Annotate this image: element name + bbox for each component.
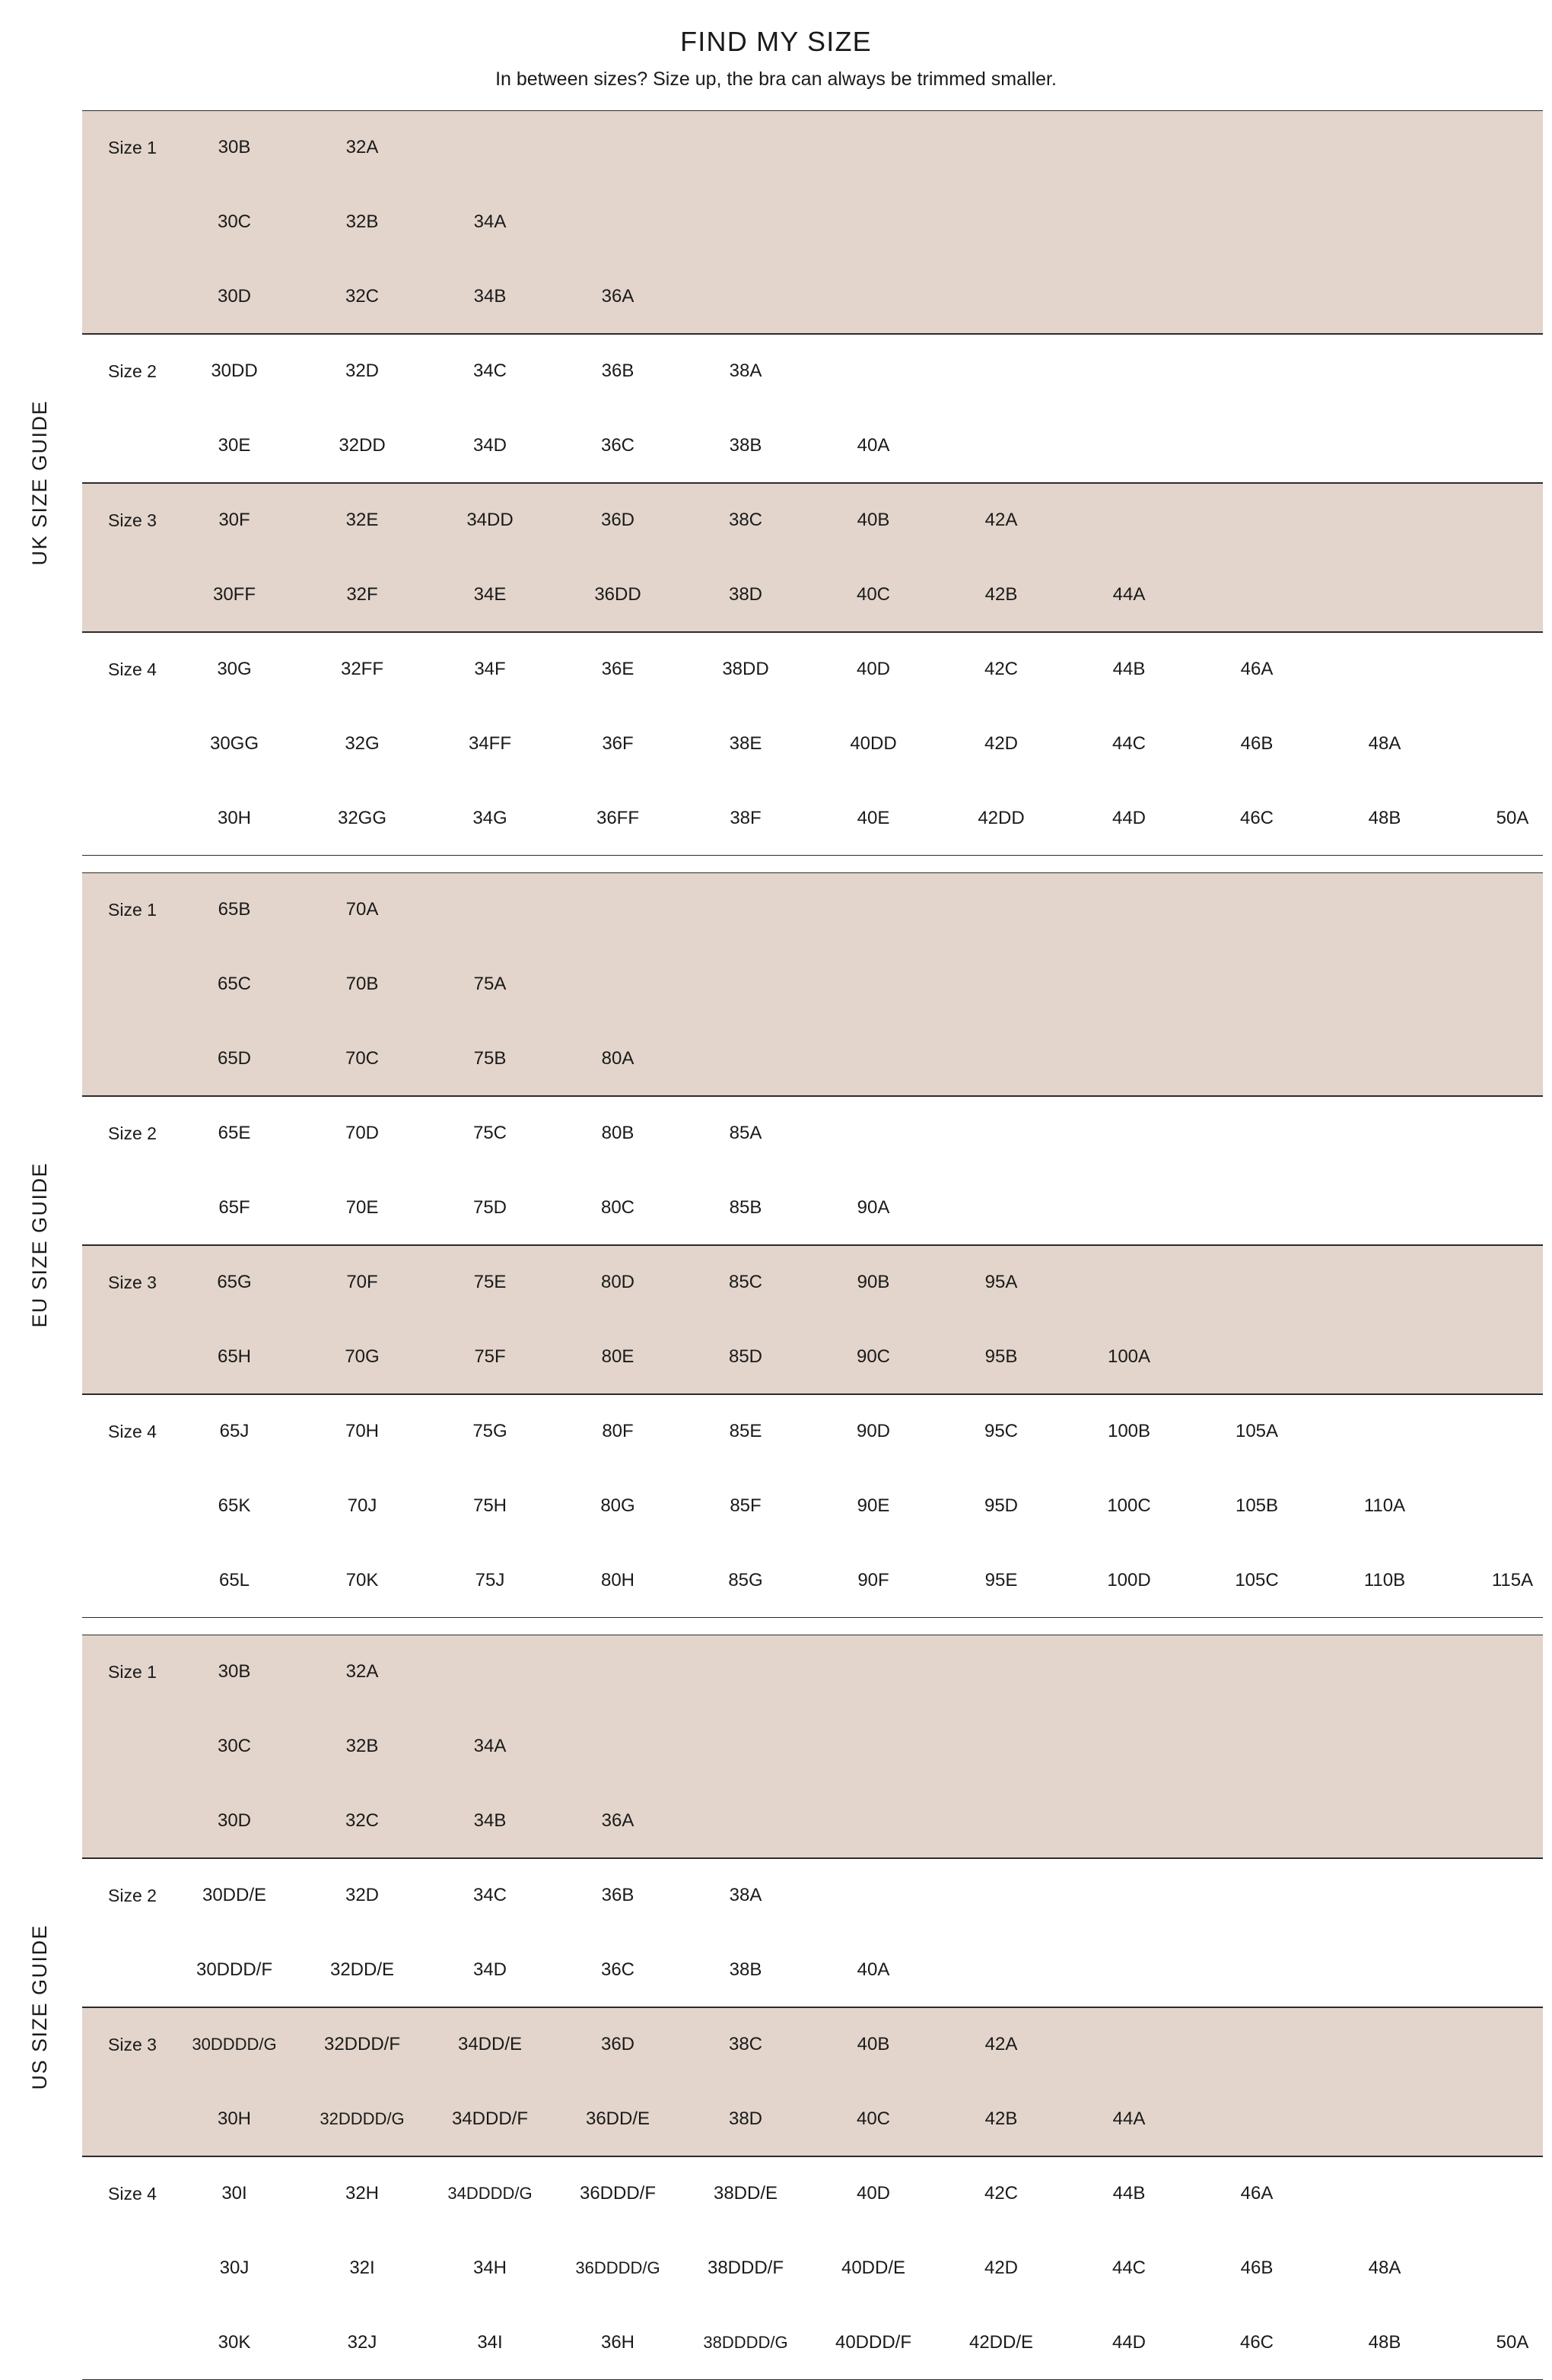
page-header	[0, 0, 1552, 91]
size-cell: 38D	[728, 584, 763, 605]
size-cell: 40A	[857, 1959, 890, 1980]
table-row	[82, 1635, 1543, 1709]
size-cell: 38B	[729, 1959, 762, 1980]
table-row	[82, 1933, 1543, 2007]
size-cell: 48A	[1368, 733, 1401, 754]
size-cell: 70D	[345, 1123, 380, 1143]
size-block	[82, 2007, 1543, 2156]
size-cell: 30I	[221, 2183, 247, 2204]
size-cell: 32FF	[340, 659, 383, 679]
size-cell: 38B	[729, 435, 762, 456]
table-row	[82, 781, 1543, 856]
divider-line	[82, 1858, 1543, 1859]
size-cell: 80G	[600, 1495, 635, 1516]
table-row	[82, 558, 1543, 632]
size-cell: 105C	[1235, 1570, 1279, 1590]
size-cell: 42DD/E	[968, 2332, 1034, 2353]
size-cell: 65F	[218, 1197, 250, 1218]
size-cell: 30GG	[209, 733, 259, 754]
size-cell: 34I	[477, 2332, 503, 2353]
size-block	[82, 483, 1543, 632]
size-cell: 34H	[472, 2258, 507, 2278]
size-cell: 30DD	[211, 361, 258, 381]
table-row	[82, 1394, 1543, 1469]
size-tier-label: Size 2	[108, 1123, 157, 1143]
size-cell: 32H	[345, 2183, 380, 2204]
divider-line	[82, 1394, 1543, 1395]
size-cell: 30DD/E	[202, 1885, 267, 1905]
size-cell: 90D	[856, 1421, 891, 1441]
size-cell: 70K	[345, 1570, 379, 1590]
size-cell: 70A	[345, 899, 379, 920]
size-guide-label	[3, 1635, 76, 2380]
size-cell: 40DD	[850, 733, 897, 754]
size-cell: 34E	[473, 584, 507, 605]
size-cell: 34DD/E	[457, 2034, 523, 2054]
size-cell: 36C	[600, 1959, 635, 1980]
size-cell: 40E	[857, 808, 890, 828]
size-guide-section	[27, 1635, 1543, 2380]
size-cell: 44C	[1112, 2258, 1147, 2278]
size-cell: 75A	[473, 974, 507, 994]
size-cell: 100A	[1107, 1346, 1151, 1367]
size-cell: 44A	[1112, 584, 1146, 605]
size-cell: 36B	[601, 1885, 634, 1905]
table-row	[82, 2082, 1543, 2156]
size-cell: 30H	[217, 808, 252, 828]
size-cell: 36E	[601, 659, 634, 679]
table-row	[82, 1858, 1543, 1933]
size-cell: 44B	[1112, 659, 1146, 679]
size-cell: 30F	[218, 510, 250, 530]
size-cell: 65D	[217, 1048, 252, 1069]
table-row	[82, 2305, 1543, 2380]
size-cell: 115A	[1491, 1570, 1534, 1590]
size-cell: 36D	[600, 2034, 635, 2054]
size-guide-label	[3, 110, 76, 856]
size-cell: 42B	[984, 2108, 1018, 2129]
size-cell: 85C	[728, 1272, 763, 1292]
divider-line	[82, 872, 1543, 873]
table-row	[82, 334, 1543, 408]
table-row	[82, 1245, 1543, 1320]
size-cell: 40C	[856, 584, 891, 605]
size-cell: 30D	[217, 1810, 252, 1831]
size-cell: 95C	[984, 1421, 1019, 1441]
size-block	[82, 1245, 1543, 1394]
table-row	[82, 408, 1543, 483]
table-row	[82, 185, 1543, 259]
divider-line	[82, 110, 1543, 111]
size-cell: 75H	[472, 1495, 507, 1516]
size-cell: 32DDD/F	[323, 2034, 401, 2054]
size-cell: 32B	[345, 211, 379, 232]
size-cell: 70H	[345, 1421, 380, 1441]
size-cell: 36D	[600, 510, 635, 530]
size-tier-label: Size 4	[108, 2183, 157, 2204]
size-cell: 44D	[1112, 2332, 1147, 2353]
size-cell: 65G	[217, 1272, 252, 1292]
divider-line	[82, 632, 1543, 633]
size-cell: 85F	[730, 1495, 762, 1516]
size-cell: 80C	[600, 1197, 635, 1218]
divider-line	[82, 334, 1543, 335]
size-cell: 30E	[218, 435, 251, 456]
size-cell: 65H	[217, 1346, 252, 1367]
size-cell: 80H	[600, 1570, 635, 1590]
divider-line	[82, 1245, 1543, 1246]
size-cell: 36DD	[594, 584, 641, 605]
size-cell: 75F	[474, 1346, 506, 1367]
size-tier-label: Size 4	[108, 1421, 157, 1441]
size-cell: 32B	[345, 1736, 379, 1756]
size-tier-label: Size 3	[108, 510, 157, 530]
size-tier-label: Size 1	[108, 1661, 157, 1682]
size-cell: 32I	[349, 2258, 375, 2278]
size-cell: 46C	[1239, 808, 1274, 828]
size-cell: 30DDD/F	[196, 1959, 273, 1980]
size-block	[82, 1635, 1543, 1858]
size-cell: 110A	[1363, 1495, 1406, 1516]
table-row	[82, 1096, 1543, 1171]
size-cell: 50A	[1496, 2332, 1529, 2353]
table-row	[82, 259, 1543, 334]
size-block	[82, 1096, 1543, 1245]
table-row	[82, 1469, 1543, 1543]
table-row	[82, 2156, 1543, 2231]
size-cell: 75C	[472, 1123, 507, 1143]
size-cell: 34B	[473, 286, 507, 307]
size-cell: 36A	[601, 1810, 634, 1831]
size-cell: 34FF	[468, 733, 511, 754]
size-cell: 100C	[1107, 1495, 1151, 1516]
size-cell: 95D	[984, 1495, 1019, 1516]
size-cell: 34DDD/F	[451, 2108, 529, 2129]
size-cell: 85B	[729, 1197, 762, 1218]
table-row	[82, 483, 1543, 558]
size-cell: 32GG	[337, 808, 387, 828]
size-cell: 38C	[728, 2034, 763, 2054]
size-cell: 32C	[345, 286, 380, 307]
size-cell: 38DDDD/G	[703, 2333, 788, 2352]
size-cell: 38A	[729, 361, 762, 381]
size-cell: 30FF	[212, 584, 256, 605]
size-cell: 80E	[601, 1346, 634, 1367]
size-tier-label: Size 3	[108, 2034, 157, 2054]
table-row	[82, 707, 1543, 781]
size-cell: 48A	[1368, 2258, 1401, 2278]
size-cell: 32G	[345, 733, 380, 754]
size-cell: 90B	[857, 1272, 890, 1292]
size-cell: 46B	[1240, 2258, 1274, 2278]
size-cell: 65J	[219, 1421, 250, 1441]
table-row	[82, 632, 1543, 707]
size-cell: 38A	[729, 1885, 762, 1905]
size-cell: 70F	[346, 1272, 378, 1292]
size-cell: 34A	[473, 211, 507, 232]
size-guides	[0, 110, 1552, 2380]
size-cell: 42D	[984, 2258, 1019, 2278]
size-tier-label: Size 1	[108, 899, 157, 920]
size-cell: 75J	[475, 1570, 505, 1590]
size-cell: 36DDD/F	[579, 2183, 657, 2204]
size-cell: 48B	[1368, 808, 1401, 828]
size-cell: 48B	[1368, 2332, 1401, 2353]
size-cell: 30J	[219, 2258, 250, 2278]
size-cell: 34A	[473, 1736, 507, 1756]
size-cell: 40A	[857, 435, 890, 456]
size-cell: 46C	[1239, 2332, 1274, 2353]
size-cell: 90A	[857, 1197, 890, 1218]
size-cell: 36H	[600, 2332, 635, 2353]
size-cell: 75E	[473, 1272, 507, 1292]
size-cell: 100B	[1107, 1421, 1151, 1441]
table-row	[82, 1022, 1543, 1096]
size-cell: 38DD	[722, 659, 769, 679]
size-cell: 46A	[1240, 2183, 1274, 2204]
size-cell: 30DDDD/G	[192, 2035, 277, 2054]
size-cell: 42B	[984, 584, 1018, 605]
size-block	[82, 1858, 1543, 2007]
size-guide-label-text: EU SIZE GUIDE	[27, 1162, 51, 1328]
size-cell: 44D	[1112, 808, 1147, 828]
size-tier-label: Size 1	[108, 137, 157, 157]
size-cell: 40D	[856, 2183, 891, 2204]
size-cell: 38E	[729, 733, 762, 754]
size-cell: 42C	[984, 2183, 1019, 2204]
size-block	[82, 1394, 1543, 1618]
size-cell: 80B	[601, 1123, 634, 1143]
size-cell: 85A	[729, 1123, 762, 1143]
size-cell: 34G	[472, 808, 507, 828]
divider-line	[82, 1096, 1543, 1097]
size-cell: 42C	[984, 659, 1019, 679]
size-cell: 40B	[857, 510, 890, 530]
size-cell: 80F	[602, 1421, 634, 1441]
size-cell: 75B	[473, 1048, 507, 1069]
size-cell: 34DDDD/G	[447, 2184, 533, 2203]
size-cell: 32D	[345, 1885, 380, 1905]
size-cell: 85D	[728, 1346, 763, 1367]
size-cell: 42A	[984, 2034, 1018, 2054]
size-cell: 32C	[345, 1810, 380, 1831]
divider-line	[82, 483, 1543, 484]
size-cell: 95E	[984, 1570, 1018, 1590]
size-cell: 34D	[472, 1959, 507, 1980]
size-cell: 36A	[601, 286, 634, 307]
size-cell: 40B	[857, 2034, 890, 2054]
size-cell: 42DD	[978, 808, 1025, 828]
page-subtitle: In between sizes? Size up, the bra can always be trimmed smaller.	[495, 68, 1057, 90]
size-cell: 70G	[345, 1346, 380, 1367]
divider-line	[82, 855, 1543, 856]
size-cell: 30D	[217, 286, 252, 307]
table-row	[82, 2231, 1543, 2305]
size-cell: 90C	[856, 1346, 891, 1367]
table-row	[82, 947, 1543, 1022]
size-cell: 36DD/E	[585, 2108, 650, 2129]
size-guide-section	[27, 872, 1543, 1618]
size-cell: 30B	[218, 137, 251, 157]
table-row	[82, 1320, 1543, 1394]
size-cell: 36B	[601, 361, 634, 381]
size-cell: 70E	[345, 1197, 379, 1218]
size-cell: 36DDDD/G	[575, 2258, 660, 2277]
size-cell: 70C	[345, 1048, 380, 1069]
size-cell: 75G	[472, 1421, 507, 1441]
size-cell: 46A	[1240, 659, 1274, 679]
size-cell: 65B	[218, 899, 251, 920]
size-cell: 34D	[472, 435, 507, 456]
size-cell: 40DD/E	[841, 2258, 906, 2278]
size-cell: 70J	[347, 1495, 377, 1516]
size-cell: 40DDD/F	[835, 2332, 912, 2353]
size-cell: 38DD/E	[713, 2183, 778, 2204]
size-cell: 85E	[729, 1421, 762, 1441]
size-cell: 32A	[345, 137, 379, 157]
size-cell: 80D	[600, 1272, 635, 1292]
divider-line	[82, 1617, 1543, 1618]
size-cell: 32J	[347, 2332, 377, 2353]
size-cell: 110B	[1363, 1570, 1406, 1590]
size-block	[82, 334, 1543, 483]
table-row	[82, 1171, 1543, 1245]
size-cell: 90F	[857, 1570, 889, 1590]
size-cell: 34F	[474, 659, 506, 679]
size-cell: 65C	[217, 974, 252, 994]
size-cell: 50A	[1496, 808, 1529, 828]
size-cell: 34DD	[466, 510, 514, 530]
size-cell: 32E	[345, 510, 379, 530]
size-cell: 36FF	[596, 808, 639, 828]
size-cell: 32D	[345, 361, 380, 381]
size-cell: 34C	[472, 1885, 507, 1905]
size-guide-label	[3, 872, 76, 1618]
size-cell: 95B	[984, 1346, 1018, 1367]
size-cell: 65E	[218, 1123, 251, 1143]
size-cell: 30C	[217, 211, 252, 232]
size-block	[82, 872, 1543, 1096]
table-row	[82, 1709, 1543, 1784]
table-row	[82, 1543, 1543, 1618]
divider-line	[82, 2007, 1543, 2008]
size-cell: 40D	[856, 659, 891, 679]
size-block	[82, 2156, 1543, 2380]
size-cell: 38F	[730, 808, 762, 828]
size-cell: 32F	[346, 584, 378, 605]
size-cell: 42A	[984, 510, 1018, 530]
size-cell: 40C	[856, 2108, 891, 2129]
size-cell: 32DDDD/G	[320, 2109, 405, 2128]
size-guide-label-text: UK SIZE GUIDE	[27, 400, 51, 566]
size-tier-label: Size 4	[108, 659, 157, 679]
size-cell: 44B	[1112, 2183, 1146, 2204]
size-block	[82, 110, 1543, 334]
size-cell: 30B	[218, 1661, 251, 1682]
size-tier-label: Size 3	[108, 1272, 157, 1292]
size-guide-section	[27, 110, 1543, 856]
size-cell: 36F	[602, 733, 634, 754]
size-cell: 70B	[345, 974, 379, 994]
size-cell: 90E	[857, 1495, 890, 1516]
size-cell: 34C	[472, 361, 507, 381]
size-cell: 105A	[1235, 1421, 1279, 1441]
size-cell: 44A	[1112, 2108, 1146, 2129]
size-block	[82, 632, 1543, 856]
size-cell: 30H	[217, 2108, 252, 2129]
size-cell: 42D	[984, 733, 1019, 754]
size-cell: 30G	[217, 659, 252, 679]
size-cell: 80A	[601, 1048, 634, 1069]
size-guide-label-text: US SIZE GUIDE	[27, 1924, 51, 2090]
size-cell: 38C	[728, 510, 763, 530]
size-tier-label: Size 2	[108, 1885, 157, 1905]
table-row	[82, 2007, 1543, 2082]
size-tier-label: Size 2	[108, 361, 157, 381]
size-cell: 32A	[345, 1661, 379, 1682]
size-cell: 30K	[218, 2332, 251, 2353]
size-cell: 32DD	[339, 435, 386, 456]
size-cell: 44C	[1112, 733, 1147, 754]
size-cell: 105B	[1235, 1495, 1279, 1516]
size-cell: 30C	[217, 1736, 252, 1756]
size-cell: 46B	[1240, 733, 1274, 754]
table-row	[82, 1784, 1543, 1858]
size-cell: 65K	[218, 1495, 251, 1516]
size-cell: 36C	[600, 435, 635, 456]
size-cell: 32DD/E	[329, 1959, 395, 1980]
table-row	[82, 872, 1543, 947]
divider-line	[82, 2156, 1543, 2157]
size-cell: 75D	[472, 1197, 507, 1218]
size-cell: 34B	[473, 1810, 507, 1831]
size-cell: 100D	[1107, 1570, 1151, 1590]
size-cell: 95A	[984, 1272, 1018, 1292]
size-cell: 85G	[728, 1570, 763, 1590]
size-cell: 38D	[728, 2108, 763, 2129]
page-title: FIND MY SIZE	[680, 26, 872, 57]
table-row	[82, 110, 1543, 185]
size-cell: 38DDD/F	[707, 2258, 784, 2278]
size-cell: 65L	[218, 1570, 250, 1590]
